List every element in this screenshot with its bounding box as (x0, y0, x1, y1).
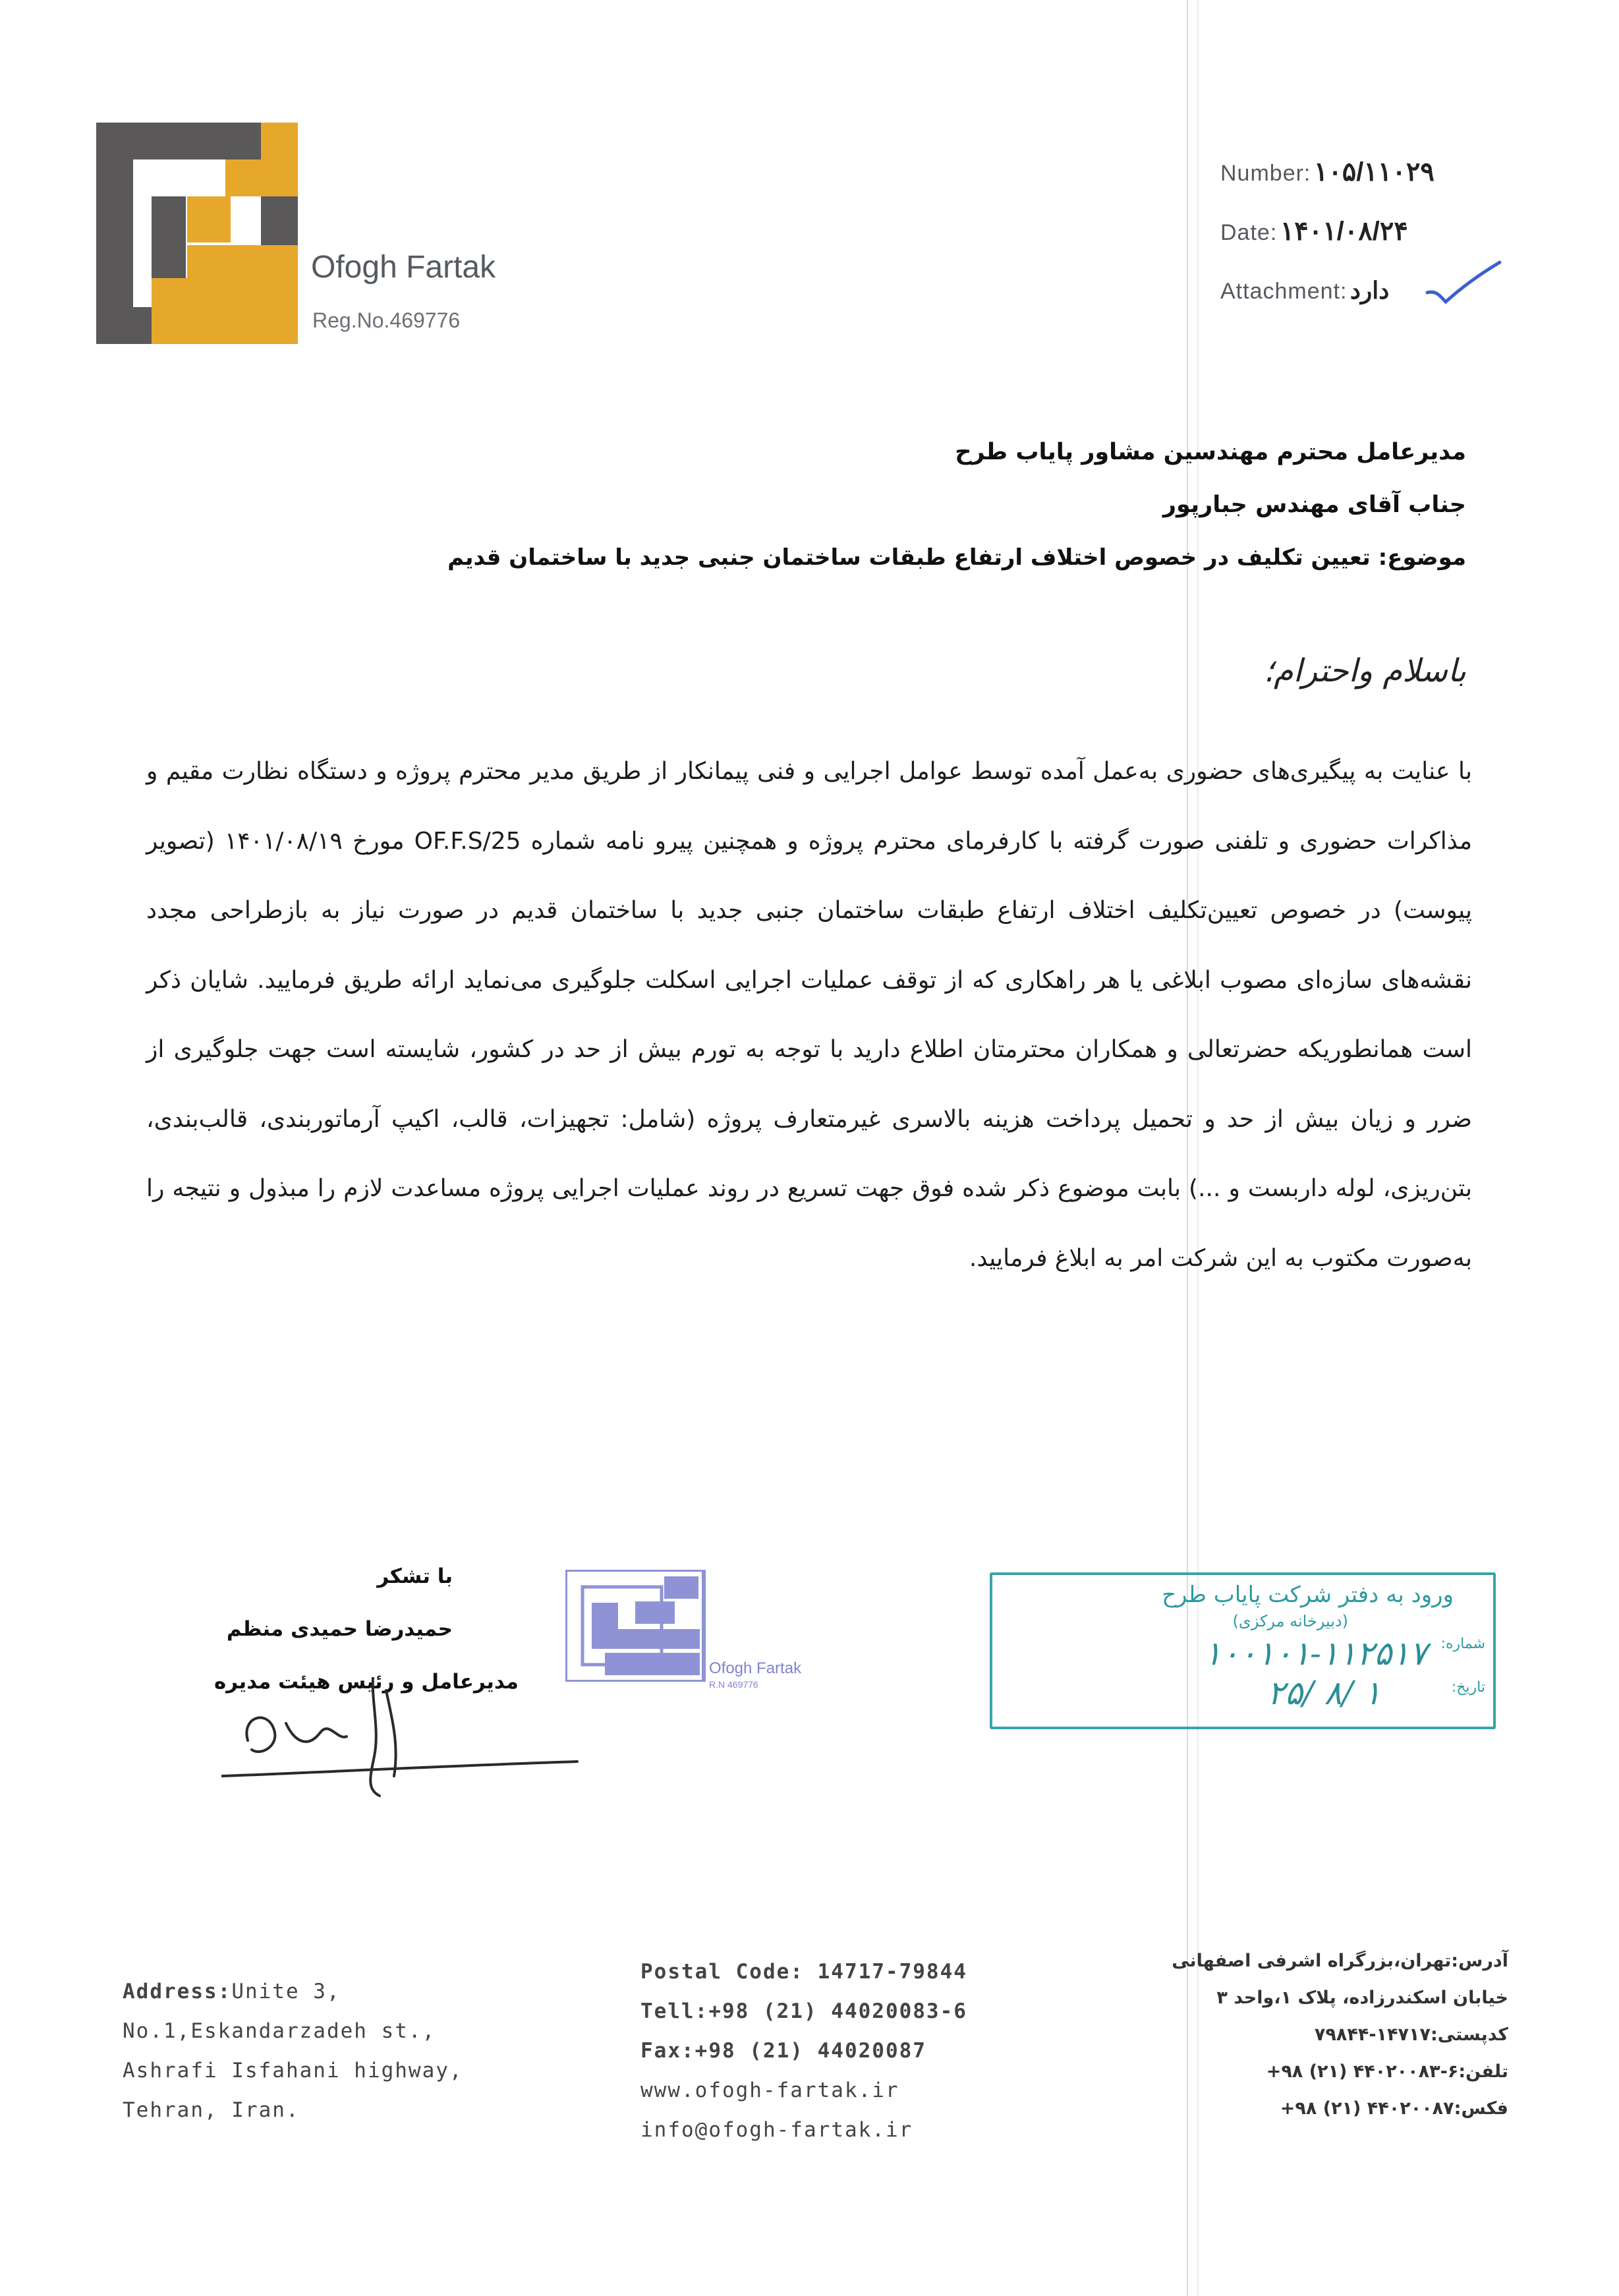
website-link[interactable]: www.ofogh-fartak.ir (640, 2079, 899, 2102)
closing: با تشکر (377, 1564, 453, 1588)
receipt-subtitle: (دبیرخانه مرکزی) (1232, 1612, 1348, 1630)
number-label: Number: (1220, 161, 1311, 186)
address-label: Address: (123, 1980, 232, 2003)
greeting: باسلام واحترام؛ (1263, 652, 1466, 689)
footer-address (123, 1980, 341, 2003)
recipient-line-1: مدیرعامل محترم مهندسین مشاور پایاب طرح (955, 439, 1466, 465)
checkmark-icon (1423, 258, 1502, 318)
signer-name: حمیدرضا حمیدی منظم (226, 1617, 453, 1641)
telephone: Tell:+98 (21) 44020083-6 (640, 1999, 967, 2023)
date-value: ۱۴۰۱/۰۸/۲۴ (1280, 217, 1408, 246)
receipt-date-label: تاریخ: (1451, 1679, 1485, 1696)
company-logo (96, 123, 298, 344)
address-line-1: Unite 3, (231, 1980, 341, 2003)
attachment-label: Attachment: (1220, 279, 1348, 304)
handwritten-signature (221, 1677, 590, 1809)
address-line-2: No.1,Eskandarzadeh st., (123, 2019, 436, 2043)
receipt-stamp (990, 1572, 1496, 1729)
footer-fa-postal: کدپستی:۱۴۷۱۷-۷۹۸۴۴ (1314, 2024, 1508, 2045)
footer-fa-fax: فکس:۴۴۰۲۰۰۸۷ (۲۱) ۹۸+ (1280, 2098, 1508, 2119)
letter-attachment (1220, 277, 1389, 323)
footer-fa-tel: تلفن:۶-۴۴۰۲۰۰۸۳ (۲۱) ۹۸+ (1266, 2061, 1508, 2082)
receipt-date-value: ۲۵/ ۸/ ۱ (1267, 1674, 1381, 1712)
letter-body: با عنایت به پیگیری‌های حضوری به‌عمل آمده توسط عوامل اجرایی و فنی پیمانکار از طریق مدیر محترم پروژه و دستگاه نظارت مقیم و مذاکرات حضوری و تلفنی صورت گرفته با کارفرمای محترم پروژه و همچنین پیرو نامه شماره OF.F.S/25 مورخ ۱۴۰۱/۰۸/۱۹ (تصویر پیوست) در خصوص تعیین‌تکلیف اختلاف ارتفاع طبقات ساختمان جنبی جدید با ساختمان قدیم در صورت نیاز به بازطراحی مجدد نقشه‌های سازه‌ای مصوب ابلاغی یا هر راهکاری که از توقف عملیات اجرایی اسکلت جلوگیری می‌نماید ارائه طریق فرمایید. شایان ذکر است همانطوریکه حضرتعالی و همکاران محترمتان اطلاع دارید با توجه به تورم بیش از حد در کشور، شایسته است جهت جلوگیری از ضرر و زیان بیش از حد و تحمیل پرداخت هزینه بالاسری غیرمتعارف پروژه (شامل: تجهیزات، قالب، اکیپ آرماتوربندی، قالب‌بندی، بتن‌ریزی، لوله داربست و ...) بابت موضوع ذکر شده فوق جهت تسریع در روند عملیات اجرایی پروژه مساعدت لازم را مبذول و نتیجه را به‌صورت مکتوب به این شرکت امر به ابلاغ فرمایید. (146, 758, 1472, 1272)
letter-subject: موضوع: تعیین تکلیف در خصوص اختلاف ارتفاع طبقات ساختمان جنبی جدید با ساختمان قدیم (447, 544, 1466, 571)
receipt-title: ورود به دفتر شرکت پایاب طرح (1162, 1582, 1454, 1608)
receipt-number-value: ۱۰۰۱۰۱-۱۱۲۵۱۷ (1203, 1634, 1427, 1673)
attachment-value: دارد (1349, 277, 1390, 304)
footer-fa-address-1: آدرس:تهران،بزرگراه اشرفی اصفهانی (1172, 1951, 1508, 1971)
letter-number (1220, 157, 1434, 203)
stamp-reg: R.N 469776 (709, 1679, 758, 1690)
address-line-4: Tehran, Iran. (123, 2098, 300, 2122)
postal-code: Postal Code: 14717-79844 (640, 1960, 967, 1984)
email-link[interactable]: info@ofogh-fartak.ir (640, 2118, 913, 2142)
receipt-number-label: شماره: (1440, 1636, 1485, 1652)
number-value: ۱۰۵/۱۱۰۲۹ (1313, 158, 1434, 187)
fax: Fax:+98 (21) 44020087 (640, 2039, 926, 2063)
stamp-company-name: Ofogh Fartak (709, 1659, 802, 1677)
address-line-3: Ashrafi Isfahani highway, (123, 2059, 463, 2082)
letter-date (1220, 216, 1408, 262)
company-reg-no: Reg.No.469776 (312, 308, 461, 332)
signer-title: مدیرعامل و رئیس هیئت مدیره (213, 1670, 519, 1694)
company-name: Ofogh Fartak (311, 250, 496, 285)
date-label: Date: (1220, 220, 1278, 245)
footer-fa-address-2: خیابان اسکندرزاده، پلاک ۱،واحد ۳ (1216, 1988, 1508, 2008)
recipient-line-2: جناب آقای مهندس جبارپور (1162, 492, 1466, 518)
